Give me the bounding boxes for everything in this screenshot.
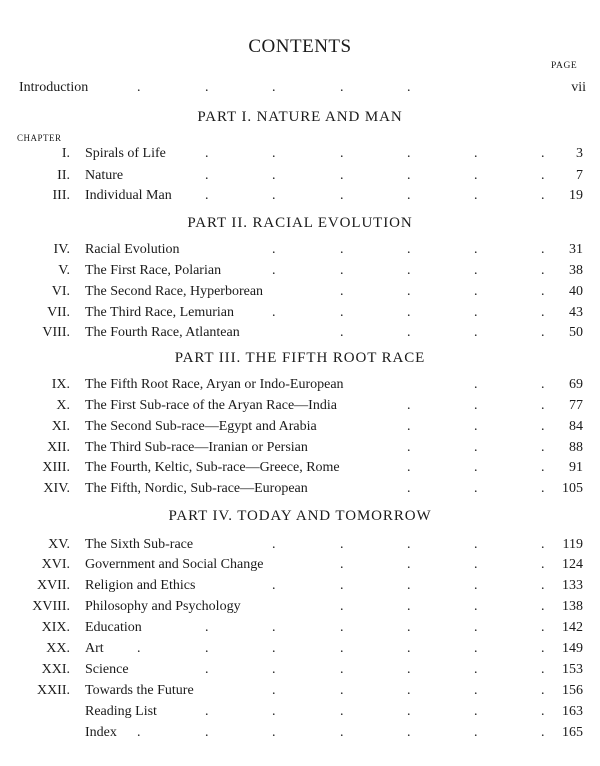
- intro-dot-leader: . . . . .: [137, 80, 411, 95]
- toc-entry[interactable]: [0, 263, 600, 283]
- chapter-title: The Fourth, Keltic, Sub-race—Greece, Rome: [85, 460, 340, 475]
- chapter-title: Art: [85, 641, 104, 656]
- dot-leader: . . . . . .: [205, 704, 545, 719]
- dot-leader: . . . .: [340, 284, 545, 299]
- chapter-page: 69: [569, 377, 583, 392]
- part-heading: PART II. RACIAL EVOLUTION: [187, 215, 413, 231]
- chapter-number: XXI.: [41, 662, 70, 677]
- chapter-page: 19: [569, 188, 583, 203]
- dot-leader: . . . . .: [272, 578, 545, 593]
- chapter-number: VI.: [51, 284, 70, 299]
- chapter-title: The Fifth, Nordic, Sub-race—European: [85, 481, 308, 496]
- chapter-number: XVI.: [41, 557, 70, 572]
- page-title: CONTENTS: [248, 36, 352, 57]
- chapter-title: The Second Race, Hyperborean: [85, 284, 264, 299]
- toc-entry[interactable]: [0, 440, 600, 460]
- chapter-page: 31: [569, 242, 583, 257]
- chapter-title: Individual Man: [85, 188, 172, 203]
- chapter-title: The Third Race, Lemurian: [85, 305, 235, 320]
- dot-leader: . . . . . .: [205, 662, 545, 677]
- dot-leader: . . .: [407, 398, 545, 413]
- chapter-number: III.: [52, 188, 70, 203]
- toc-entry[interactable]: [0, 146, 600, 166]
- toc-entry[interactable]: [0, 537, 600, 557]
- toc-entry[interactable]: [0, 683, 600, 703]
- chapter-number: IV.: [53, 242, 70, 257]
- chapter-number: I.: [61, 146, 70, 161]
- toc-entry[interactable]: [0, 725, 600, 745]
- toc-entry[interactable]: [0, 325, 600, 345]
- chapter-page: 40: [569, 284, 583, 299]
- chapter-page: 149: [562, 641, 583, 656]
- toc-entry[interactable]: [0, 704, 600, 724]
- dot-leader: . . . .: [340, 599, 545, 614]
- chapter-title: The First Race, Polarian: [85, 263, 222, 278]
- toc-entry[interactable]: [0, 481, 600, 501]
- dot-leader: . .: [474, 377, 545, 392]
- chapter-page: 88: [569, 440, 583, 455]
- toc-entry[interactable]: [0, 557, 600, 577]
- toc-entry[interactable]: [0, 284, 600, 304]
- chapter-title: Spirals of Life: [85, 146, 166, 161]
- chapter-page: 84: [569, 419, 583, 434]
- chapter-title: Philosophy and Psychology: [85, 599, 241, 614]
- toc-entry[interactable]: [0, 620, 600, 640]
- dot-leader: . . . . .: [272, 683, 545, 698]
- dot-leader: . . .: [407, 440, 545, 455]
- dot-leader: . . . .: [340, 557, 545, 572]
- chapter-title: Education: [85, 620, 142, 635]
- chapter-number: X.: [56, 398, 70, 413]
- dot-leader: . . . . .: [272, 263, 545, 278]
- chapter-page: 138: [562, 599, 583, 614]
- chapter-title: Religion and Ethics: [85, 578, 196, 593]
- toc-entry[interactable]: [0, 398, 600, 418]
- chapter-number: XIII.: [42, 460, 70, 475]
- chapter-number: XXII.: [36, 683, 70, 698]
- chapter-number: VIII.: [42, 325, 70, 340]
- toc-entry[interactable]: [0, 578, 600, 598]
- chapter-number: XVII.: [36, 578, 70, 593]
- chapter-number: VII.: [47, 305, 70, 320]
- chapter-title: The Third Sub-race—Iranian or Persian: [85, 440, 308, 455]
- chapter-title: Reading List: [85, 704, 157, 719]
- chapter-page: 153: [562, 662, 583, 677]
- dot-leader: . . . . . .: [205, 188, 545, 203]
- chapter-page: 119: [562, 537, 583, 552]
- chapter-title: The First Sub-race of the Aryan Race—India: [85, 398, 337, 413]
- chapter-page: 105: [562, 481, 583, 496]
- dot-leader: . . . . . .: [205, 146, 545, 161]
- toc-entry[interactable]: [0, 305, 600, 325]
- dot-leader: . . .: [407, 460, 545, 475]
- chapter-page: 7: [576, 168, 583, 183]
- toc-entry[interactable]: [0, 242, 600, 262]
- chapter-number: XI.: [51, 419, 70, 434]
- page-column-label: PAGE: [551, 61, 578, 71]
- dot-leader: . . . . . . .: [137, 641, 545, 656]
- chapter-number: V.: [58, 263, 70, 278]
- chapter-page: 77: [569, 398, 583, 413]
- chapter-page: 43: [569, 305, 583, 320]
- chapter-page: 142: [562, 620, 583, 635]
- chapter-page: 156: [562, 683, 583, 698]
- dot-leader: . . . . . .: [205, 168, 545, 183]
- dot-leader: . . .: [407, 419, 545, 434]
- chapter-page: 3: [576, 146, 583, 161]
- dot-leader: . . . .: [340, 325, 545, 340]
- part-heading: PART I. NATURE AND MAN: [197, 109, 403, 125]
- dot-leader: . . . . .: [272, 242, 545, 257]
- toc-entry[interactable]: [0, 188, 600, 208]
- chapter-title: Index: [85, 725, 117, 740]
- toc-entry[interactable]: [0, 599, 600, 619]
- chapter-number: XVIII.: [32, 599, 70, 614]
- chapter-number: XV.: [48, 537, 70, 552]
- chapter-number: XIV.: [43, 481, 70, 496]
- chapter-page: 163: [562, 704, 583, 719]
- dot-leader: . . . . . .: [205, 620, 545, 635]
- chapter-title: Racial Evolution: [85, 242, 180, 257]
- chapter-title: The Sixth Sub-race: [85, 537, 194, 552]
- chapter-page: 165: [562, 725, 583, 740]
- part-heading: PART III. THE FIFTH ROOT RACE: [174, 350, 426, 366]
- chapter-number: II.: [57, 168, 70, 183]
- chapter-title: Nature: [85, 168, 124, 183]
- dot-leader: . . .: [407, 481, 545, 496]
- chapter-page: 124: [562, 557, 583, 572]
- chapter-number: IX.: [51, 377, 70, 392]
- dot-leader: . . . . . . .: [137, 725, 545, 740]
- chapter-page: 91: [569, 460, 583, 475]
- toc-entry[interactable]: [0, 168, 600, 188]
- chapter-title: Government and Social Change: [85, 557, 264, 572]
- dot-leader: . . . . .: [272, 305, 545, 320]
- chapter-number: XX.: [46, 641, 70, 656]
- chapter-page: 38: [569, 263, 583, 278]
- chapter-title: The Second Sub-race—Egypt and Arabia: [85, 419, 317, 434]
- toc-entry[interactable]: [0, 641, 600, 661]
- chapter-page: 133: [562, 578, 583, 593]
- chapter-column-label: CHAPTER: [17, 133, 62, 143]
- toc-entry[interactable]: [0, 460, 600, 480]
- part-heading: PART IV. TODAY AND TOMORROW: [168, 508, 432, 524]
- chapter-title: The Fifth Root Race, Aryan or Indo-European: [85, 377, 344, 392]
- toc-entry[interactable]: [0, 377, 600, 397]
- chapter-page: 50: [569, 325, 583, 340]
- chapter-number: XIX.: [41, 620, 70, 635]
- chapter-title: Science: [85, 662, 129, 677]
- chapter-number: XII.: [47, 440, 70, 455]
- introduction-title[interactable]: Introduction: [19, 80, 89, 95]
- toc-entry[interactable]: [0, 419, 600, 439]
- chapter-title: The Fourth Race, Atlantean: [85, 325, 240, 340]
- toc-entry[interactable]: [0, 662, 600, 682]
- dot-leader: . . . . .: [272, 537, 545, 552]
- introduction-page: vii: [571, 80, 586, 95]
- chapter-title: Towards the Future: [85, 683, 194, 698]
